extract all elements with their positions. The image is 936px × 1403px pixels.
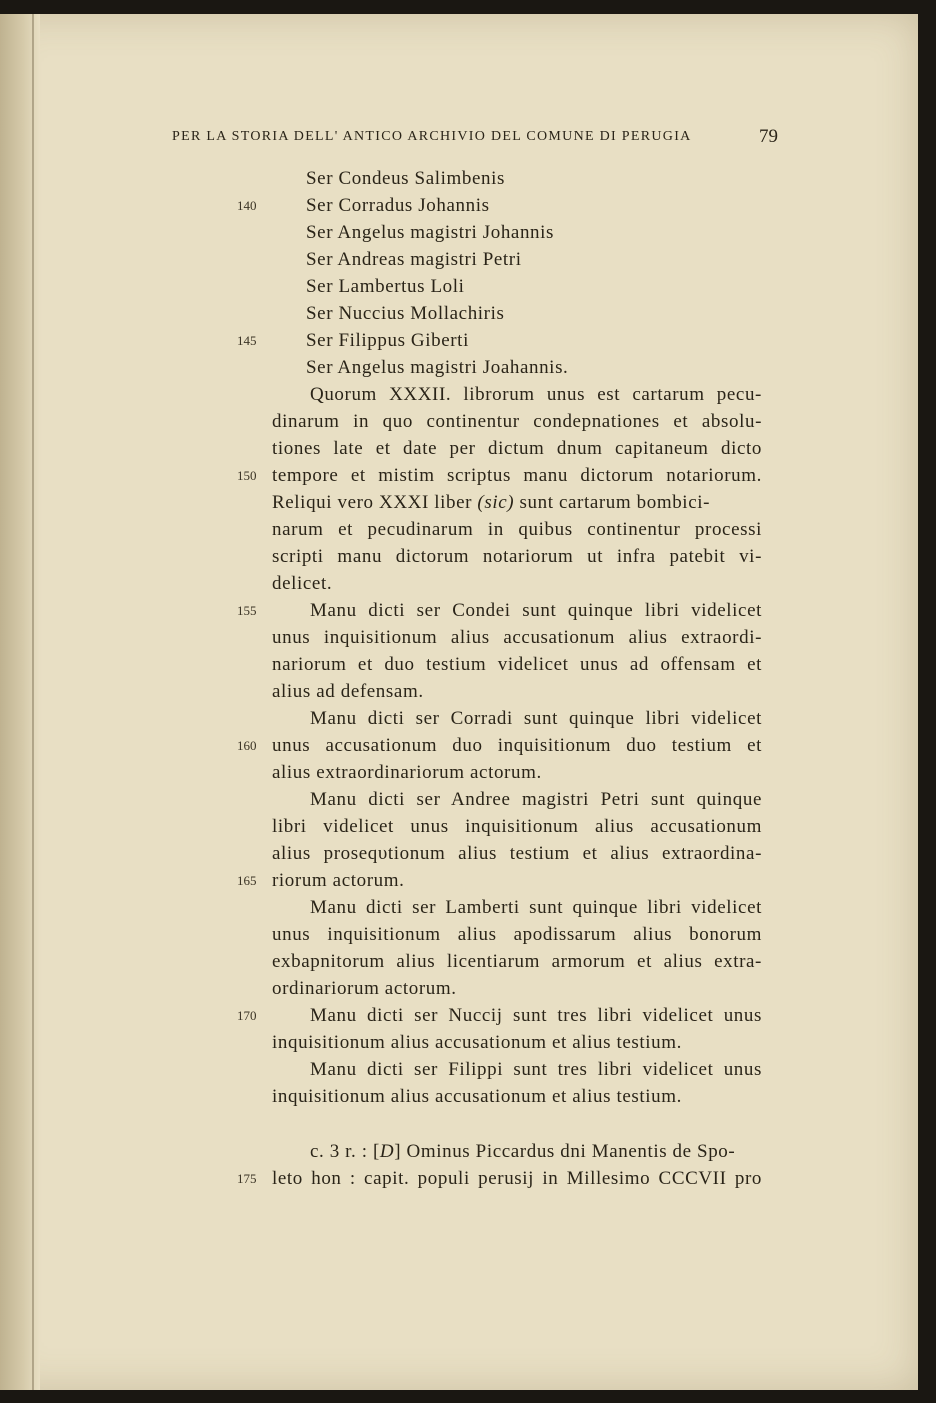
name-line: Ser Nuccius Mollachiris bbox=[306, 303, 505, 324]
text-line: unus inquisitionum alius accusationum alius extraordi- bbox=[272, 627, 762, 648]
sic-annotation: (sic) bbox=[477, 492, 515, 513]
text-line: Manu dicti ser Andree magistri Petri sunt quinque bbox=[310, 789, 762, 810]
text-segment: Reliqui vero XXXI liber bbox=[272, 492, 473, 513]
text-line: delicet. bbox=[272, 573, 333, 594]
text-line: nariorum et duo testium videlicet unus ad offensam et bbox=[272, 654, 762, 675]
text-segment: c. 3 r. : [ bbox=[310, 1141, 380, 1162]
text-line: Manu dicti ser Lamberti sunt quinque libri videlicet bbox=[310, 897, 762, 918]
name-line: Ser Lambertus Loli bbox=[306, 276, 465, 297]
text-line: tempore et mistim scriptus manu dictorum notariorum. bbox=[272, 465, 762, 486]
text-line: unus inquisitionum alius apodissarum alius bonorum bbox=[272, 924, 762, 945]
line-number: 145 bbox=[237, 333, 257, 348]
text-line: dinarum in quo continentur condepnationes et absolu- bbox=[272, 411, 762, 432]
text-line: Manu dicti ser Filippi sunt tres libri videlicet unus bbox=[310, 1059, 762, 1080]
line-number: 165 bbox=[237, 873, 257, 888]
running-title: PER LA STORIA DELL' ANTICO ARCHIVIO DEL COMUNE DI PERUGIA bbox=[172, 129, 692, 144]
text-line: Quorum XXXII. librorum unus est cartarum pecu- bbox=[310, 384, 762, 405]
name-line: Ser Filippus Giberti bbox=[306, 330, 469, 351]
text-line: ordinariorum actorum. bbox=[272, 978, 457, 999]
text-line: inquisitionum alius accusationum et alius testium. bbox=[272, 1032, 682, 1053]
text-line: Manu dicti ser Nuccij sunt tres libri videlicet unus bbox=[310, 1005, 762, 1026]
text-line: narum et pecudinarum in quibus continentur processi bbox=[272, 519, 762, 540]
name-line: Ser Condeus Salimbenis bbox=[306, 168, 505, 189]
text-line: alius extraordinariorum actorum. bbox=[272, 762, 542, 783]
page-number: 79 bbox=[759, 126, 778, 147]
name-line: Ser Angelus magistri Johannis bbox=[306, 222, 555, 243]
text-line: scripti manu dictorum notariorum ut infra patebit vi- bbox=[272, 546, 762, 567]
text-line: alius ad defensam. bbox=[272, 681, 424, 702]
text-line: leto hon : capit. populi perusij in Millesimo CCCVII pro bbox=[272, 1168, 762, 1189]
text-segment: ] Ominus Piccardus dni Manentis de Spo- bbox=[394, 1141, 736, 1162]
text-line: Manu dicti ser Corradi sunt quinque libri videlicet bbox=[310, 708, 762, 729]
text-line bbox=[272, 489, 762, 516]
text-line: unus accusationum duo inquisitionum duo testium et bbox=[272, 735, 762, 756]
text-line: Manu dicti ser Condei sunt quinque libri videlicet bbox=[310, 600, 762, 621]
text-line: exbapnitorum alius licentiarum armorum et alius extra- bbox=[272, 951, 762, 972]
text-line: inquisitionum alius accusationum et alius testium. bbox=[272, 1086, 682, 1107]
name-line: Ser Corradus Johannis bbox=[306, 195, 490, 216]
line-number: 160 bbox=[237, 738, 257, 753]
line-number: 175 bbox=[237, 1171, 257, 1186]
line-number: 140 bbox=[237, 198, 257, 213]
text-line bbox=[310, 1138, 762, 1165]
initial-letter: D bbox=[379, 1141, 395, 1162]
name-line: Ser Angelus magistri Joahannis. bbox=[306, 357, 569, 378]
text-segment: sunt cartarum bombici- bbox=[519, 492, 711, 513]
line-number: 155 bbox=[237, 603, 257, 618]
line-number: 150 bbox=[237, 468, 257, 483]
name-line: Ser Andreas magistri Petri bbox=[306, 249, 522, 270]
text-line: tiones late et date per dictum dnum capitaneum dicto bbox=[272, 438, 762, 459]
text-line: libri videlicet unus inquisitionum alius accusationum bbox=[272, 816, 762, 837]
text-line: riorum actorum. bbox=[272, 870, 405, 891]
line-number: 170 bbox=[237, 1008, 257, 1023]
text-line: alius proseqυtionum alius testium et alius extraordina- bbox=[272, 843, 762, 864]
